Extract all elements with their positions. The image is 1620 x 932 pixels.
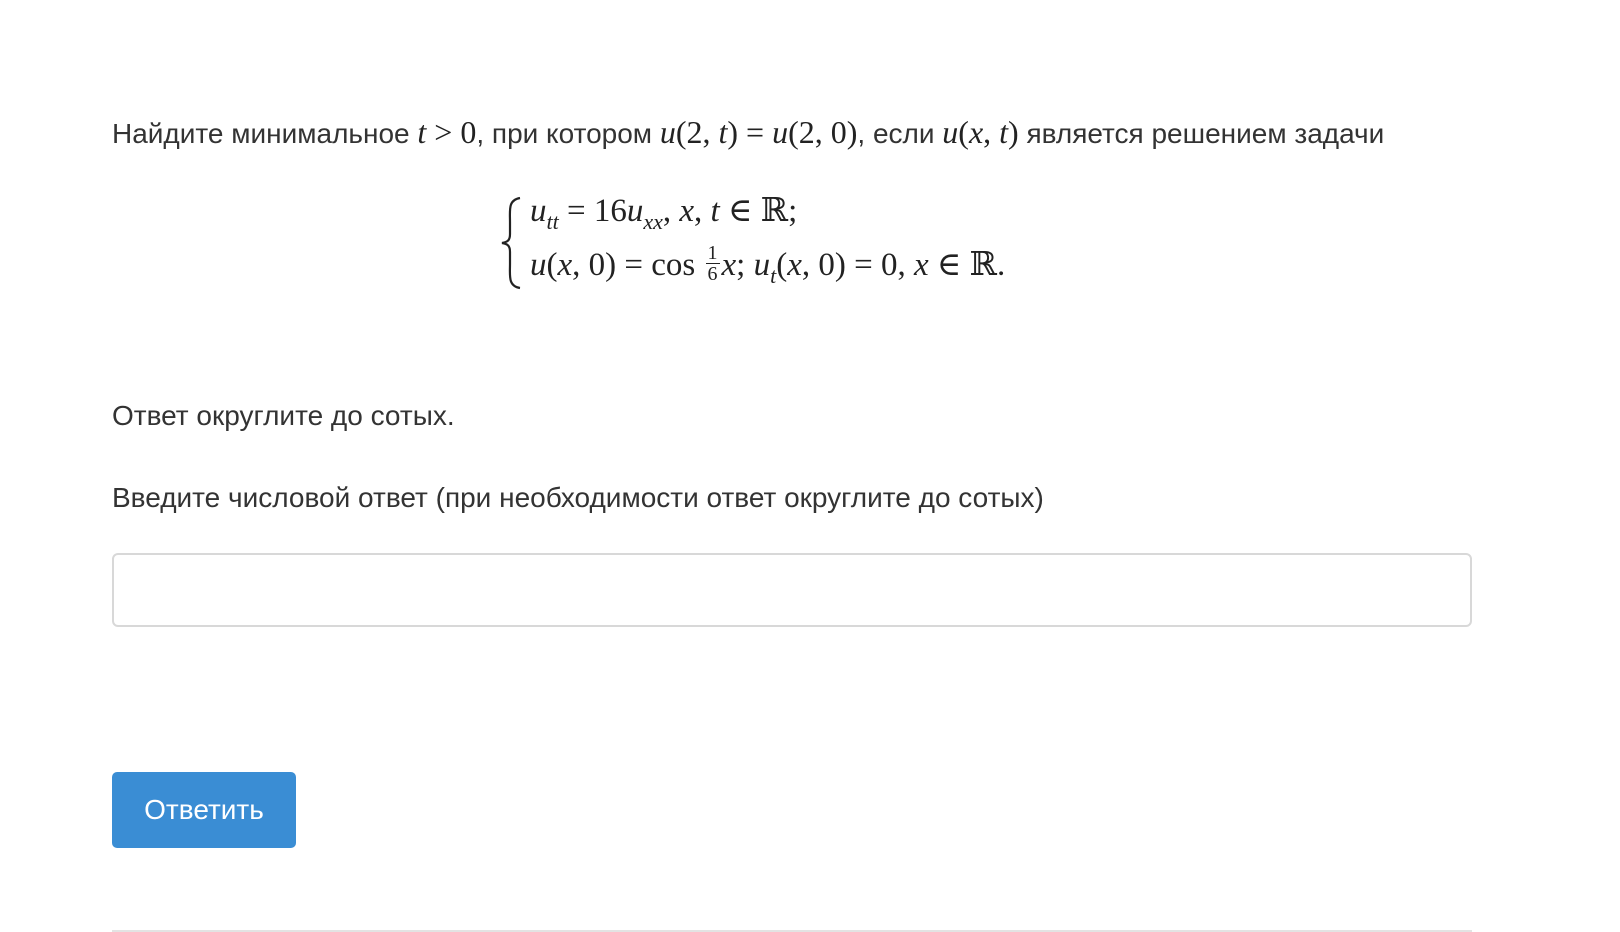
math-var-u: u (659, 114, 676, 150)
math-var-x: x (721, 247, 737, 283)
equation-line-2 (530, 241, 1006, 288)
math-comma: , (983, 114, 1000, 150)
math-paren: ( (546, 247, 558, 283)
math-var-t: t (718, 114, 728, 150)
math-paren: ( (776, 247, 788, 283)
question-text-part: , при котором (476, 118, 660, 149)
question-text (112, 110, 1472, 156)
equation-line-1 (530, 190, 798, 234)
fraction-denominator: 6 (707, 262, 718, 285)
math-fraction (706, 243, 720, 284)
math-subscript: xx (643, 209, 663, 234)
math-comma: , (694, 193, 711, 229)
math-coefficient: = 16 (558, 193, 627, 229)
question-text-part: , если (857, 118, 943, 149)
math-var-u: u (530, 193, 547, 229)
math-var-x: x (913, 247, 929, 283)
answer-prompt: Введите числовой ответ (при необходимости ответ округлите до сотых) (112, 482, 1044, 513)
math-var-t: t (417, 114, 427, 150)
math-var-u: u (942, 114, 959, 150)
math-var-x: x (557, 247, 573, 283)
math-var-u: u (626, 193, 644, 229)
math-gt-zero: > 0 (426, 114, 477, 150)
fraction-numerator: 1 (707, 241, 718, 264)
math-paren: ) (1008, 114, 1019, 150)
math-equals: ) = (727, 114, 773, 150)
math-args: , 0) = cos (572, 247, 704, 283)
math-paren: ( (958, 114, 969, 150)
question-text-part: Найдите минимальное (112, 118, 418, 149)
math-var-x: x (679, 193, 695, 229)
math-var-u: u (772, 114, 789, 150)
answer-input[interactable] (112, 553, 1472, 627)
math-var-t: t (710, 193, 720, 229)
left-brace-icon (498, 196, 524, 290)
rounding-note: Ответ округлите до сотых. (112, 400, 455, 431)
math-subscript: tt (546, 209, 559, 234)
math-args: (2, 0) (788, 114, 858, 150)
submit-button[interactable]: Ответить (112, 772, 296, 848)
math-comma: , (662, 193, 680, 229)
math-domain: ∈ ℝ; (719, 193, 798, 229)
question-block (112, 110, 1472, 298)
math-var-u: u (753, 247, 771, 283)
math-domain: ∈ ℝ. (928, 247, 1006, 283)
equation-system (498, 190, 1472, 298)
math-var-x: x (968, 114, 984, 150)
math-args: (2, (675, 114, 719, 150)
math-args: , 0) = 0, (801, 247, 914, 283)
math-var-t: t (999, 114, 1009, 150)
math-var-x: x (787, 247, 802, 283)
math-var-u: u (530, 247, 547, 283)
math-subscript: t (770, 263, 777, 288)
question-text-part: является решением задачи (1018, 118, 1385, 149)
math-semicolon: ; (736, 247, 754, 283)
